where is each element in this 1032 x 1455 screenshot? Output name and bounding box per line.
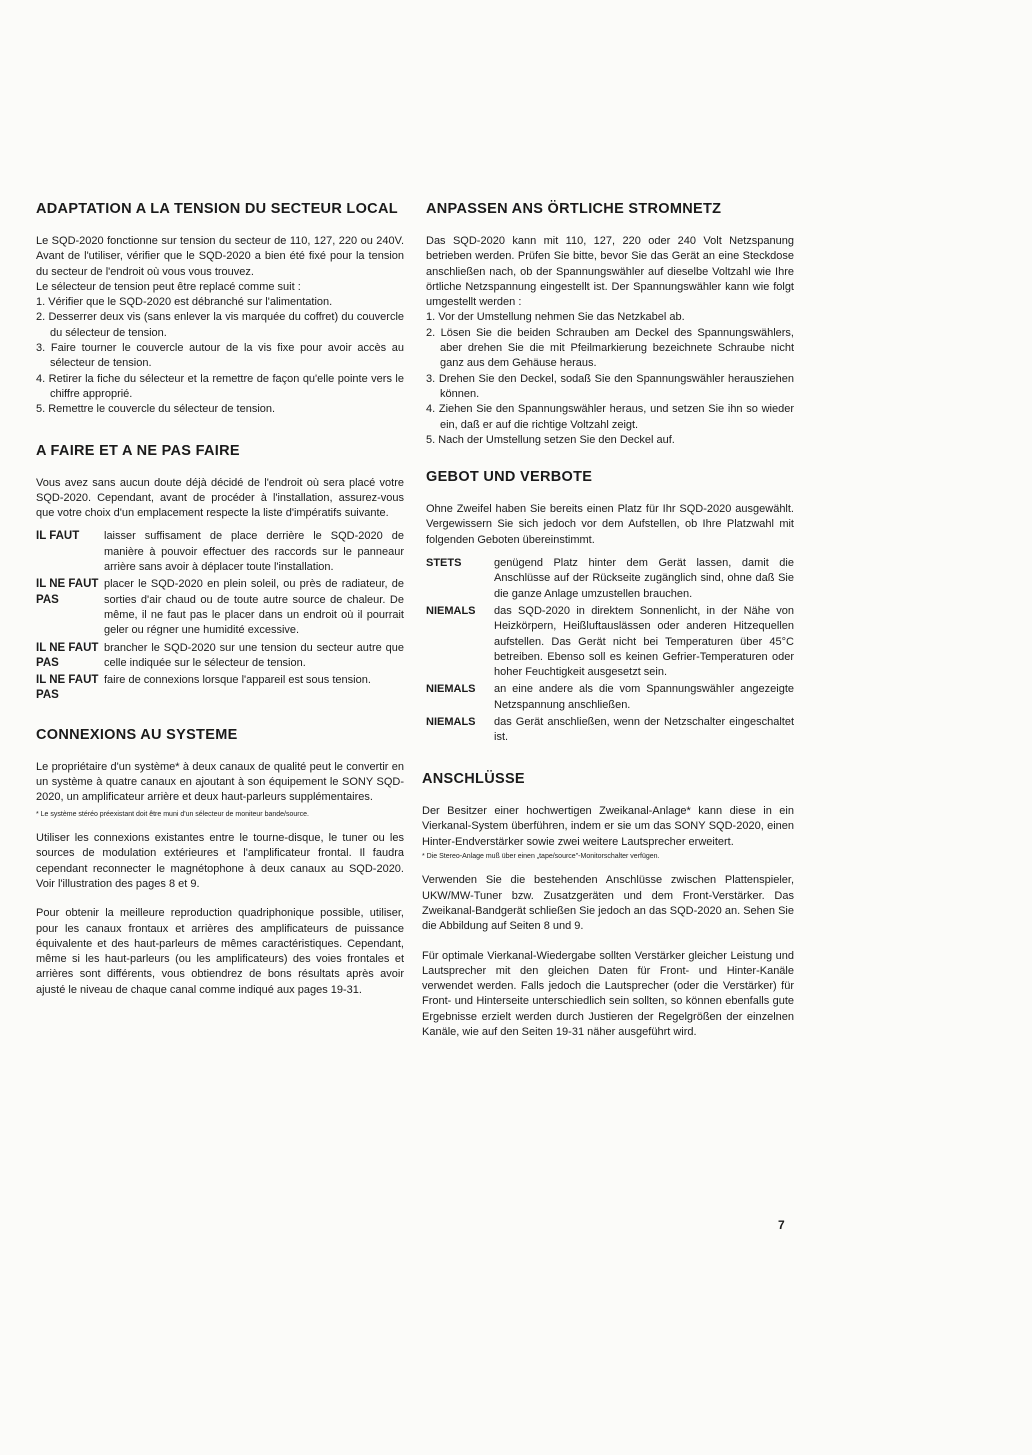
- anpassen-title: ANPASSEN ANS ÖRTLICHE STROMNETZ: [426, 201, 722, 217]
- adaptation-steps: [36, 295, 404, 417]
- rule-text: laisser suffisament de place derrière le SQD-2020 de manière à pouvoir effectuer des raccords sur le panneaur arrière sans avoir à déplacer toute l'installation.: [104, 530, 404, 574]
- rule-text: an eine andere als die vom Spannungswähler angezeigte Netzspannung anschließen.: [494, 683, 794, 711]
- rule-item: [426, 715, 794, 746]
- anschluesse-footnote: * Die Stereo-Anlage muß über einen „tape/source"-Monitorschalter verfügen.: [422, 852, 660, 860]
- connexions-footnote: * Le système stéréo préexistant doit être muni d'un sélecteur de moniteur bande/source.: [36, 810, 309, 818]
- rule-key: IL NE FAUT PAS: [36, 674, 99, 702]
- anschluesse-section: [422, 770, 794, 1040]
- rule-item: [426, 604, 794, 680]
- french-column: [36, 200, 404, 1008]
- connexions-paragraph-1: Le propriétaire d'un système* à deux canaux de qualité peut le convertir en un système à quatre canaux en ajoutant à son équipement le SONY SQD-2020, un amplificateur arrière et deux haut-parleurs supplémentaires.: [36, 760, 404, 804]
- german-column: [426, 200, 794, 748]
- connexions-section: [36, 726, 404, 998]
- rule-item: [36, 673, 404, 704]
- connexions-paragraph-2: Utiliser les connexions existantes entre le tourne-disque, le tuner ou les sources de modulation extérieures et l'amplificateur frontal. Il faudra cependant reconnecter le magnétophone à deux canaux au SQD-2020. Voir l'illustration des pages 8 et 9.: [36, 832, 404, 890]
- list-item: 3. Faire tourner le couvercle autour de la vis fixe pour avoir accès au sélecteur de tension.: [36, 342, 404, 370]
- rule-item: [426, 556, 794, 602]
- gebot-section: [426, 468, 794, 745]
- rule-item: [426, 682, 794, 713]
- gebot-title: GEBOT UND VERBOTE: [426, 469, 593, 486]
- rule-text: placer le SQD-2020 en plein soleil, ou près de radiateur, de sorties d'air chaud ou de toute autre source de chaleur. De même, il ne faut pas le placer dans un endroit où il pourrait geler ou régner une humidité excessive.: [104, 578, 404, 637]
- connexions-title: CONNEXIONS AU SYSTEME: [36, 726, 238, 743]
- rule-text: faire de connexions lorsque l'appareil est sous tension.: [104, 674, 371, 687]
- rule-key: IL NE FAUT PAS: [36, 578, 99, 606]
- rule-key: NIEMALS: [426, 716, 476, 729]
- list-item: 2. Desserrer deux vis (sans enlever la vis marquée du coffret) du couvercle du sélecteur de tension.: [36, 311, 404, 339]
- anpassen-steps: [426, 310, 794, 448]
- rule-text: genügend Platz hinter dem Gerät lassen, damit die Anschlüsse auf der Rückseite zugänglich sind, ohne daß Sie die ganze Anlage umzustellen brauchen.: [494, 557, 794, 600]
- list-item: 5. Remettre le couvercle du sélecteur de tension.: [36, 403, 276, 416]
- list-item: 1. Vérifier que le SQD-2020 est débranché sur l'alimentation.: [36, 296, 333, 309]
- rule-item: [36, 577, 404, 638]
- anschluesse-paragraph-2: Verwenden Sie die bestehenden Anschlüsse zwischen Plattenspieler, UKW/MW-Tuner bzw. Zusatzgeräten und dem Front-Verstärker. Das Zweikanal-Bandgerät schließen Sie jedoch an das SQD-2020 an. Sehen Sie die Abbildung auf Seiten 8 und 9.: [422, 874, 794, 933]
- german-column-lower: [422, 770, 794, 1050]
- page-number: 7: [778, 1218, 785, 1232]
- list-item: 5. Nach der Umstellung setzen Sie den Deckel auf.: [426, 433, 675, 446]
- rule-item: [36, 529, 404, 575]
- adaptation-paragraph-1: Le SQD-2020 fonctionne sur tension du secteur de 110, 127, 220 ou 240V. Avant de l'utiliser, vérifier que le SQD-2020 a bien été fixé pour la tension du secteur de l'endroit où vous vous trouvez.: [36, 235, 404, 278]
- anschluesse-title: ANSCHLÜSSE: [422, 771, 525, 787]
- connexions-paragraph-3: Pour obtenir la meilleure reproduction quadriphonique possible, utiliser, pour les canaux frontaux et arrières des amplificateurs de puissance équivalente et des haut-parleurs de mêmes caractéristiques. Cependant, même si les haut-parleurs (ou les amplificateurs) des voies frontales et arrières sont différents, vous obtiendrez de bons résultats après avoir ajusté le niveau de chaque canal comme indiqué aux pages 19-31.: [36, 907, 404, 996]
- rule-key: IL NE FAUT PAS: [36, 641, 99, 669]
- list-item: 1. Vor der Umstellung nehmen Sie das Netzkabel ab.: [426, 311, 685, 324]
- rule-key: IL FAUT: [36, 530, 80, 543]
- anschluesse-paragraph-3: Für optimale Vierkanal-Wiedergabe sollten Verstärker gleicher Leistung und Lautsprecher mit den gleichen Daten für Front- und Hinter-Kanäle verwendet werden. Falls jedoch die Lautsprecher (oder die Verstärker) für Front- und Hinterseite unterschiedlich sein sollten, so können ebenfalls gute Ergebnisse erzielt werden durch Justieren der Regelgrößen der einzelnen Kanäle, wie auf den Seiten 19-31 näher ausgeführt wird.: [422, 949, 794, 1039]
- anschluesse-paragraph-1: Der Besitzer einer hochwertigen Zweikanal-Anlage* kann diese in ein Vierkanal-System überführen, indem er sie um das SONY SQD-2020, einen Hinter-Endverstärker sowie zwei weitere Lautsprecher erweitert.: [422, 805, 794, 848]
- rule-key: NIEMALS: [426, 604, 476, 617]
- adaptation-paragraph-2: Le sélecteur de tension peut être replacé comme suit :: [36, 280, 301, 293]
- adaptation-section: [36, 200, 404, 418]
- rule-text: das SQD-2020 in direktem Sonnenlicht, in der Nähe von Heizkörpern, Heißluftauslässen oder anderen Hitzequellen aufstellen. Das Gerät nicht bei Temperaturen über 45°C betreiben. Ebenso soll es keinen Gefrier-Temperaturen oder hoher Feuchtigkeit ausgesetzt sein.: [494, 604, 794, 679]
- anpassen-paragraph-1: Das SQD-2020 kann mit 110, 127, 220 oder 240 Volt Netzspanung betrieben werden. Prüfen Sie bitte, bevor Sie das Gerät an eine Steckdose anschließen nach, ob der Spannungswähler auf dieselbe Voltzahl wie Ihre örtliche Netzspannung eingestellt ist. Der Spannungswähler kann wie folgt umgestellt werden :: [426, 235, 794, 309]
- list-item: 3. Drehen Sie den Deckel, sodaß Sie den Spannungswähler herausziehen können.: [426, 372, 794, 400]
- anpassen-section: [426, 200, 794, 448]
- rule-text: das Gerät anschließen, wenn der Netzschalter eingeschaltet ist.: [494, 716, 794, 744]
- rule-text: brancher le SQD-2020 sur une tension du secteur autre que celle indiquée sur le sélecteur de tension.: [104, 641, 404, 669]
- rule-item: [36, 641, 404, 672]
- list-item: 4. Retirer la fiche du sélecteur et la remettre de façon qu'elle pointe vers le chiffre approprié.: [36, 372, 404, 400]
- adaptation-title: ADAPTATION A LA TENSION DU SECTEUR LOCAL: [36, 201, 398, 217]
- list-item: 4. Ziehen Sie den Spannungswähler heraus, und setzen Sie ihn so wieder ein, daß er auf die richtige Voltzahl zeigt.: [426, 403, 794, 431]
- afaire-title: A FAIRE ET A NE PAS FAIRE: [36, 442, 240, 459]
- gebot-intro: Ohne Zweifel haben Sie bereits einen Platz für Ihr SQD-2020 ausgewählt. Vergewissern Sie sich jedoch vor dem Aufstellen, ob Ihre Platzwahl mit folgenden Geboten übereinstimmt.: [426, 503, 794, 546]
- afaire-intro: Vous avez sans aucun doute déjà décidé de l'endroit où sera placé votre SQD-2020. Cependant, avant de procéder à l'installation, assurez-vous que votre choix d'un emplacement respecte la liste d'impératifs suivante.: [36, 476, 404, 520]
- rule-key: NIEMALS: [426, 683, 476, 696]
- list-item: 2. Lösen Sie die beiden Schrauben am Deckel des Spannungswählers, aber drehen Sie die mit Pfeilmarkierung bezeichnete Schraube nicht ganz aus dem Gehäuse heraus.: [426, 326, 794, 370]
- afaire-section: [36, 442, 404, 704]
- rule-key: STETS: [426, 557, 462, 570]
